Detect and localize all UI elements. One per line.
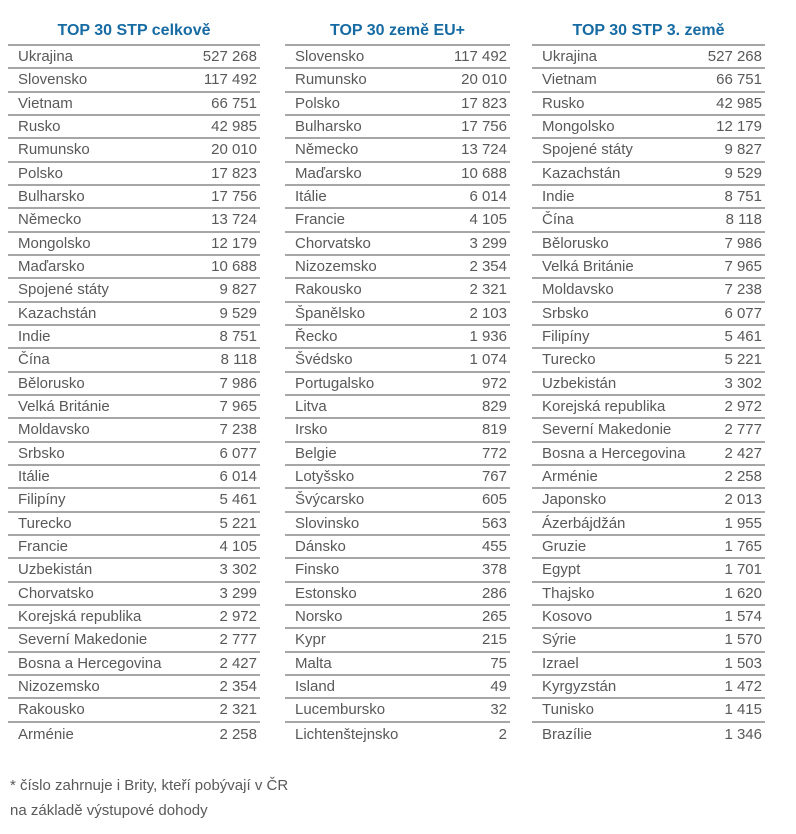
country-label: Uzbekistán: [542, 374, 617, 392]
country-label: Srbsko: [542, 304, 589, 322]
table-row: [532, 396, 765, 419]
country-label: Malta: [295, 654, 332, 672]
country-value: 1 955: [724, 514, 762, 532]
country-label: Thajsko: [542, 584, 595, 602]
country-label: Kypr: [295, 631, 326, 649]
country-label: Lucembursko: [295, 701, 386, 719]
table-title: TOP 30 STP celkově: [8, 20, 260, 46]
country-value: 20 010: [211, 141, 257, 159]
table-row: [532, 209, 765, 232]
country-value: 8 751: [724, 188, 762, 206]
country-label: Kazachstán: [542, 164, 621, 182]
country-value: 7 238: [724, 281, 762, 299]
country-label: Velká Británie: [18, 398, 110, 416]
country-label: Bosna a Hercegovina: [18, 654, 162, 672]
table-row: [532, 139, 765, 162]
table-row: [532, 256, 765, 279]
country-label: Rakousko: [295, 281, 362, 299]
country-label: Turecko: [542, 351, 596, 369]
country-label: Irsko: [295, 421, 328, 439]
country-value: 2 013: [724, 491, 762, 509]
country-value: 772: [481, 444, 507, 462]
table-row: [285, 419, 510, 442]
country-value: 2 354: [219, 678, 257, 696]
country-label: Japonsko: [542, 491, 607, 509]
table-row: [532, 559, 765, 582]
table-row: [285, 629, 510, 652]
country-value: 527 268: [707, 48, 762, 66]
country-label: Filipíny: [18, 491, 66, 509]
country-label: Estonsko: [295, 584, 357, 602]
country-value: 7 986: [724, 234, 762, 252]
footnote: [10, 773, 796, 823]
table-row: [8, 653, 260, 676]
table-row: [532, 653, 765, 676]
country-label: Finsko: [295, 561, 340, 579]
table-row: [532, 536, 765, 559]
country-value: 2 321: [219, 701, 257, 719]
country-value: 12 179: [716, 118, 762, 136]
country-value: 1 346: [724, 725, 762, 743]
country-label: Mongolsko: [18, 234, 91, 252]
country-label: Německo: [18, 211, 82, 229]
table-row: [532, 326, 765, 349]
table-row: [8, 606, 260, 629]
country-value: 5 221: [219, 514, 257, 532]
country-label: Slovensko: [18, 71, 88, 89]
country-value: 819: [481, 421, 507, 439]
country-label: Izrael: [542, 654, 579, 672]
table-row: [285, 116, 510, 139]
country-value: 1 765: [724, 538, 762, 556]
country-label: Ukrajina: [542, 48, 598, 66]
table-title: TOP 30 STP 3. země: [532, 20, 765, 46]
country-label: Dánsko: [295, 538, 346, 556]
country-label: Bělorusko: [542, 234, 609, 252]
table-body: [285, 46, 510, 746]
country-value: 8 118: [725, 211, 762, 229]
country-value: 2 103: [469, 304, 507, 322]
table-row: [532, 349, 765, 372]
table-row: [532, 443, 765, 466]
country-value: 2 777: [219, 631, 257, 649]
table-top30-zeme-eu: [285, 20, 510, 746]
country-value: 117 492: [453, 48, 507, 66]
country-label: Indie: [542, 188, 575, 206]
country-value: 1 701: [724, 561, 762, 579]
table-row: [8, 163, 260, 186]
table-row: [285, 186, 510, 209]
country-value: 9 529: [724, 164, 762, 182]
table-row: [532, 419, 765, 442]
country-label: Rusko: [542, 94, 585, 112]
table-row: [532, 373, 765, 396]
country-value: 5 461: [219, 491, 257, 509]
table-row: [532, 116, 765, 139]
country-value: 2: [498, 725, 507, 743]
country-value: 455: [481, 538, 507, 556]
country-label: Francie: [18, 538, 69, 556]
country-label: Nizozemsko: [295, 258, 377, 276]
table-row: [285, 466, 510, 489]
table-body: [532, 46, 765, 746]
table-top30-stp-3-zeme: [532, 20, 765, 746]
table-row: [285, 279, 510, 302]
table-row: [285, 559, 510, 582]
country-value: 10 688: [461, 164, 507, 182]
country-label: Spojené státy: [542, 141, 633, 159]
country-label: Rusko: [18, 118, 61, 136]
country-value: 17 756: [211, 188, 257, 206]
country-value: 9 529: [219, 304, 257, 322]
table-top30-stp-celkove: [8, 20, 260, 746]
table-row: [285, 373, 510, 396]
country-label: Egypt: [542, 561, 581, 579]
country-label: Rumunsko: [295, 71, 367, 89]
country-value: 13 724: [461, 141, 507, 159]
country-label: Mongolsko: [542, 118, 615, 136]
country-value: 17 823: [211, 164, 257, 182]
country-label: Arménie: [18, 725, 74, 743]
table-row: [532, 676, 765, 699]
table-row: [532, 466, 765, 489]
table-row: [285, 396, 510, 419]
country-label: Rakousko: [18, 701, 85, 719]
table-row: [8, 559, 260, 582]
country-label: Lichtenštejnsko: [295, 725, 399, 743]
country-label: Bosna a Hercegovina: [542, 444, 686, 462]
country-value: 7 986: [219, 374, 257, 392]
country-value: 17 756: [461, 118, 507, 136]
table-row: [285, 139, 510, 162]
table-row: [532, 629, 765, 652]
table-row: [532, 279, 765, 302]
country-value: 13 724: [211, 211, 257, 229]
country-value: 6 014: [469, 188, 507, 206]
country-label: Švýcarsko: [295, 491, 365, 509]
table-row: [8, 536, 260, 559]
country-value: 32: [490, 701, 507, 719]
table-row: [532, 723, 765, 746]
table-row: [285, 163, 510, 186]
country-label: Polsko: [295, 94, 341, 112]
table-row: [532, 46, 765, 69]
table-row: [532, 186, 765, 209]
country-label: Čína: [18, 351, 50, 369]
country-label: Spojené státy: [18, 281, 109, 299]
table-row: [532, 489, 765, 512]
country-label: Norsko: [295, 608, 343, 626]
table-row: [285, 513, 510, 536]
country-value: 1 570: [724, 631, 762, 649]
country-label: Vietnam: [542, 71, 597, 89]
country-label: Francie: [295, 211, 346, 229]
country-label: Portugalsko: [295, 374, 375, 392]
country-label: Srbsko: [18, 444, 65, 462]
table-row: [8, 466, 260, 489]
country-value: 66 751: [716, 71, 762, 89]
table-row: [285, 303, 510, 326]
country-value: 7 965: [219, 398, 257, 416]
country-value: 2 427: [219, 654, 257, 672]
table-row: [285, 653, 510, 676]
country-value: 42 985: [716, 94, 762, 112]
country-value: 767: [481, 468, 507, 486]
country-value: 1 936: [469, 328, 507, 346]
country-label: Sýrie: [542, 631, 577, 649]
country-value: 1 574: [724, 608, 762, 626]
table-row: [285, 349, 510, 372]
table-title: TOP 30 země EU+: [285, 20, 510, 46]
country-label: Tunisko: [542, 701, 594, 719]
country-label: Chorvatsko: [18, 584, 94, 602]
country-label: Gruzie: [542, 538, 587, 556]
country-value: 9 827: [724, 141, 762, 159]
table-row: [8, 489, 260, 512]
country-label: Itálie: [18, 468, 50, 486]
country-value: 2 354: [469, 258, 507, 276]
table-row: [8, 279, 260, 302]
country-value: 2 972: [219, 608, 257, 626]
table-row: [8, 139, 260, 162]
country-value: 265: [481, 608, 507, 626]
country-value: 563: [481, 514, 507, 532]
country-label: Belgie: [295, 444, 337, 462]
country-label: Ukrajina: [18, 48, 74, 66]
country-value: 3 299: [219, 584, 257, 602]
country-label: Island: [295, 678, 336, 696]
country-value: 1 472: [724, 678, 762, 696]
table-row: [8, 513, 260, 536]
country-label: Moldavsko: [542, 281, 614, 299]
country-value: 20 010: [461, 71, 507, 89]
country-value: 9 827: [219, 281, 257, 299]
country-value: 4 105: [219, 538, 257, 556]
country-label: Čína: [542, 211, 574, 229]
country-label: Německo: [295, 141, 359, 159]
table-row: [8, 233, 260, 256]
table-row: [8, 443, 260, 466]
country-label: Brazílie: [542, 725, 593, 743]
table-row: [285, 536, 510, 559]
country-value: 527 268: [202, 48, 257, 66]
country-value: 8 751: [219, 328, 257, 346]
country-value: 3 302: [724, 374, 762, 392]
country-label: Bělorusko: [18, 374, 85, 392]
country-value: 3 299: [469, 234, 507, 252]
country-label: Korejská republika: [18, 608, 142, 626]
table-row: [285, 69, 510, 92]
country-label: Turecko: [18, 514, 72, 532]
country-value: 42 985: [211, 118, 257, 136]
table-row: [285, 723, 510, 746]
country-value: 2 777: [724, 421, 762, 439]
country-label: Chorvatsko: [295, 234, 371, 252]
country-label: Nizozemsko: [18, 678, 100, 696]
country-value: 117 492: [203, 71, 257, 89]
country-value: 3 302: [219, 561, 257, 579]
country-value: 66 751: [211, 94, 257, 112]
table-body: [8, 46, 260, 746]
table-row: [532, 699, 765, 722]
country-label: Moldavsko: [18, 421, 90, 439]
country-label: Severní Makedonie: [542, 421, 672, 439]
country-value: 829: [481, 398, 507, 416]
table-row: [8, 583, 260, 606]
table-row: [285, 256, 510, 279]
country-label: Ázerbájdžán: [542, 514, 626, 532]
country-label: Španělsko: [295, 304, 366, 322]
country-label: Arménie: [542, 468, 598, 486]
country-value: 215: [481, 631, 507, 649]
country-label: Slovinsko: [295, 514, 360, 532]
country-value: 12 179: [211, 234, 257, 252]
country-label: Kyrgyzstán: [542, 678, 617, 696]
table-row: [285, 676, 510, 699]
footnote-line-1: * číslo zahrnuje i Brity, kteří pobývají v ČR: [10, 776, 289, 794]
country-label: Polsko: [18, 164, 64, 182]
table-row: [8, 419, 260, 442]
table-row: [8, 116, 260, 139]
table-row: [285, 326, 510, 349]
table-row: [532, 583, 765, 606]
country-value: 75: [490, 654, 507, 672]
country-value: 17 823: [461, 94, 507, 112]
table-row: [8, 373, 260, 396]
table-row: [532, 233, 765, 256]
table-row: [532, 93, 765, 116]
country-label: Řecko: [295, 328, 338, 346]
country-label: Severní Makedonie: [18, 631, 148, 649]
country-label: Slovensko: [295, 48, 365, 66]
table-row: [532, 163, 765, 186]
country-value: 5 461: [724, 328, 762, 346]
country-value: 1 074: [469, 351, 507, 369]
country-value: 1 503: [724, 654, 762, 672]
table-row: [8, 186, 260, 209]
table-row: [8, 676, 260, 699]
table-row: [532, 69, 765, 92]
country-label: Lotyšsko: [295, 468, 355, 486]
table-row: [285, 489, 510, 512]
country-label: Rumunsko: [18, 141, 90, 159]
country-value: 5 221: [724, 351, 762, 369]
country-label: Maďarsko: [18, 258, 85, 276]
country-label: Itálie: [295, 188, 327, 206]
country-value: 2 258: [219, 725, 257, 743]
table-row: [8, 69, 260, 92]
table-row: [532, 606, 765, 629]
table-row: [285, 233, 510, 256]
table-row: [285, 93, 510, 116]
country-label: Kosovo: [542, 608, 593, 626]
table-row: [8, 46, 260, 69]
country-label: Korejská republika: [542, 398, 666, 416]
country-value: 7 238: [219, 421, 257, 439]
table-row: [8, 629, 260, 652]
country-value: 10 688: [211, 258, 257, 276]
table-row: [8, 349, 260, 372]
country-value: 7 965: [724, 258, 762, 276]
table-row: [532, 513, 765, 536]
table-row: [285, 606, 510, 629]
table-row: [8, 256, 260, 279]
table-row: [8, 699, 260, 722]
country-value: 6 077: [219, 444, 257, 462]
country-label: Švédsko: [295, 351, 353, 369]
country-label: Indie: [18, 328, 51, 346]
country-label: Uzbekistán: [18, 561, 93, 579]
table-row: [285, 583, 510, 606]
table-row: [285, 46, 510, 69]
country-value: 8 118: [220, 351, 257, 369]
country-value: 972: [481, 374, 507, 392]
country-value: 4 105: [469, 211, 507, 229]
country-value: 2 427: [724, 444, 762, 462]
country-label: Velká Británie: [542, 258, 634, 276]
country-label: Bulharsko: [18, 188, 85, 206]
country-label: Bulharsko: [295, 118, 362, 136]
country-label: Litva: [295, 398, 327, 416]
table-row: [8, 209, 260, 232]
table-row: [8, 396, 260, 419]
table-row: [8, 326, 260, 349]
table-row: [8, 93, 260, 116]
country-label: Kazachstán: [18, 304, 97, 322]
country-value: 1 620: [724, 584, 762, 602]
country-value: 49: [490, 678, 507, 696]
table-row: [8, 723, 260, 746]
table-row: [532, 303, 765, 326]
table-row: [285, 209, 510, 232]
country-label: Vietnam: [18, 94, 73, 112]
country-value: 605: [481, 491, 507, 509]
table-row: [285, 443, 510, 466]
country-value: 378: [481, 561, 507, 579]
country-label: Maďarsko: [295, 164, 362, 182]
country-value: 286: [481, 584, 507, 602]
table-row: [8, 303, 260, 326]
country-value: 2 258: [724, 468, 762, 486]
table-row: [285, 699, 510, 722]
footnote-line-2: na základě výstupové dohody: [10, 801, 208, 819]
country-label: Filipíny: [542, 328, 590, 346]
country-value: 2 321: [469, 281, 507, 299]
country-value: 1 415: [724, 701, 762, 719]
country-value: 6 014: [219, 468, 257, 486]
country-value: 6 077: [724, 304, 762, 322]
country-value: 2 972: [724, 398, 762, 416]
